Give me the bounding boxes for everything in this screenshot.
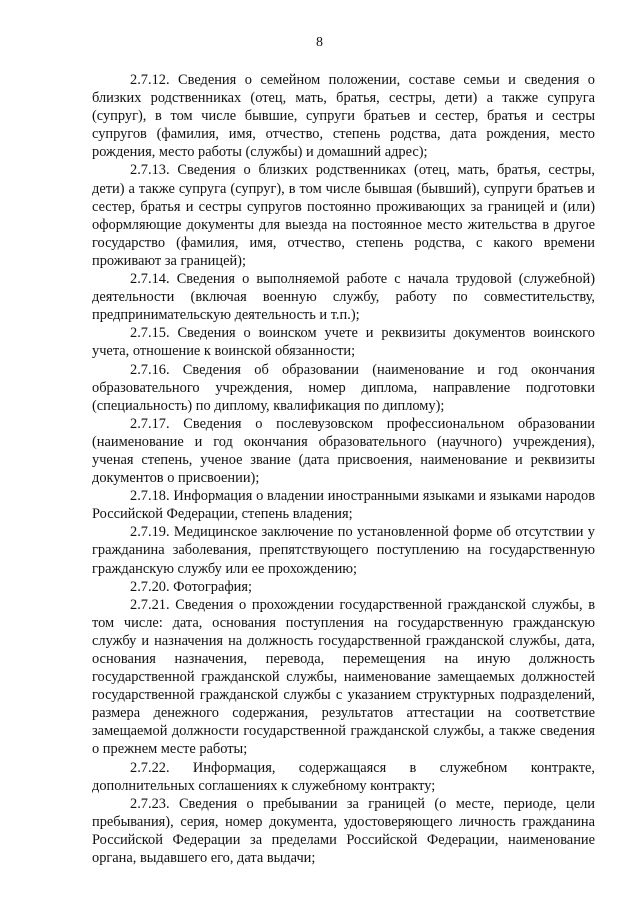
paragraph-2-7-19: 2.7.19. Медицинское заключение по установленной форме об отсутствии у гражданина заболевания, препятствующего поступлению на государственную гражданскую службу или ее прохождению; [92, 524, 595, 577]
paragraph-2-7-17: 2.7.17. Сведения о послевузовском профессиональном образовании (наименование и год окончания образовательного (научного) учреждения), ученая степень, ученое звание (дата присвоения, наименование и реквизиты документов о присвоении); [92, 415, 595, 487]
document-body [92, 71, 595, 867]
paragraph-2-7-21: 2.7.21. Сведения о прохождении государственной гражданской службы, в том числе: дата, основания поступления на государственную гражданскую службу и назначения на должность государственной гражданской службы, дата, основания назначения, перевода, перемещения на иную должность государственной гражданской службы, наименование замещаемых должностей государственной гражданской службы с указанием структурных подразделений, размера денежного содержания, результатов аттестации на соответствие замещаемой должности государственной гражданской службы, а также сведения о прежнем месте работы; [92, 596, 595, 758]
paragraph-2-7-14: 2.7.14. Сведения о выполняемой работе с начала трудовой (служебной) деятельности (включая военную службу, работу по совместительству, предпринимательскую деятельность и т.п.); [92, 271, 595, 324]
paragraph-2-7-18: 2.7.18. Информация о владении иностранными языками и языками народов Российской Федерации, степень владения; [92, 488, 595, 523]
paragraph-2-7-15: 2.7.15. Сведения о воинском учете и реквизиты документов воинского учета, отношение к воинской обязанности; [92, 325, 595, 360]
paragraph-2-7-13: 2.7.13. Сведения о близких родственниках (отец, мать, братья, сестры, дети) а также супруга (супруг), в том числе бывшая (бывший), супруги братьев и сестер, братья и сестры супругов постоянно проживающих за границей и (или) оформляющие документы для выезда на постоянное место жительства в другое государство (фамилия, имя, отчество, степень родства, с какого времени проживают за границей); [92, 162, 595, 269]
paragraph-2-7-12: 2.7.12. Сведения о семейном положении, составе семьи и сведения о близких родственниках (отец, мать, братья, сестры, дети) а также супруга (супруг), в том числе бывшие, супруги братьев и сестер, братья и сестры супругов (фамилия, имя, отчество, степень родства, дата рождения, место рождения, место работы (службы) и домашний адрес); [92, 72, 595, 161]
page-number: 8 [316, 35, 323, 50]
paragraph-2-7-22: 2.7.22. Информация, содержащаяся в служебном контракте, дополнительных соглашениях к служебному контракту; [92, 759, 595, 794]
paragraph-2-7-23: 2.7.23. Сведения о пребывании за границей (о месте, периоде, цели пребывания), серия, номер документа, удостоверяющего личность гражданина Российской Федерации за пределами Российской Федерации, наименование органа, выдавшего его, дата выдачи; [92, 795, 595, 867]
paragraph-2-7-20: 2.7.20. Фотография; [130, 578, 252, 595]
paragraph-2-7-16: 2.7.16. Сведения об образовании (наименование и год окончания образовательного учреждения, номер диплома, направление подготовки (специальность) по диплому, квалификация по диплому); [92, 361, 595, 414]
